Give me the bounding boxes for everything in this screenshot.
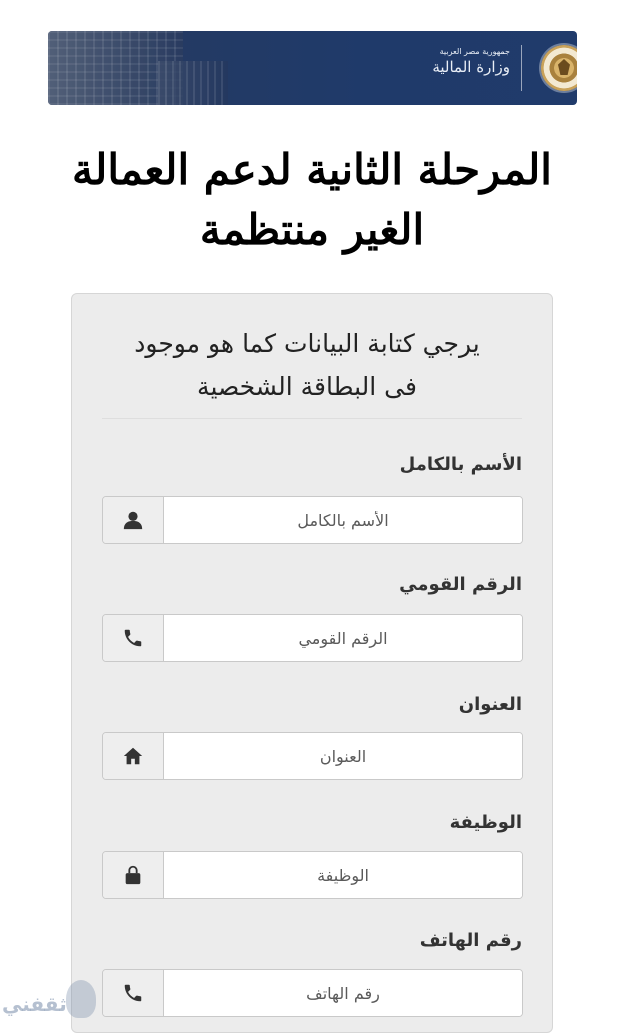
- job-label: الوظيفة: [449, 812, 522, 833]
- full-name-addon: [103, 497, 164, 543]
- full-name-label: الأسم بالكامل: [399, 454, 522, 475]
- full-name-input[interactable]: [164, 497, 522, 543]
- user-icon: [122, 509, 144, 531]
- form-divider: [102, 418, 522, 419]
- address-field: [102, 732, 523, 780]
- form-card: [71, 293, 553, 1033]
- national-id-field: [102, 614, 523, 662]
- ministry-wordmark: [420, 47, 510, 77]
- phone-number-label: رقم الهاتف: [419, 930, 522, 951]
- address-addon: [103, 733, 164, 779]
- form-title-line-2: فى البطاقة الشخصية: [197, 372, 417, 401]
- lock-icon: [122, 864, 144, 886]
- ministry-country: جمهورية مصر العربية: [439, 47, 510, 56]
- national-id-label: الرقم القومي: [399, 574, 522, 595]
- header-banner: [48, 31, 577, 105]
- home-icon: [122, 745, 144, 767]
- address-input[interactable]: [164, 733, 522, 779]
- phone-icon: [122, 982, 144, 1004]
- building-image-overlay: [158, 61, 228, 105]
- page-title: [40, 140, 584, 260]
- form-title-line-1: يرجي كتابة البيانات كما هو موجود: [134, 329, 480, 358]
- national-id-input[interactable]: [164, 615, 522, 661]
- job-input[interactable]: [164, 852, 522, 898]
- ministry-name: وزارة المالية: [432, 58, 510, 76]
- form-title: [92, 322, 522, 408]
- job-addon: [103, 852, 164, 898]
- lightbulb-icon: [66, 980, 96, 1018]
- national-id-addon: [103, 615, 164, 661]
- phone-number-addon: [103, 970, 164, 1016]
- page-title-line-1: المرحلة الثانية لدعم العمالة: [72, 145, 552, 194]
- phone-number-field: [102, 969, 523, 1017]
- address-label: العنوان: [458, 694, 522, 715]
- job-field: [102, 851, 523, 899]
- full-name-field: [102, 496, 523, 544]
- header-divider: [521, 45, 522, 91]
- phone-icon: [122, 627, 144, 649]
- page-title-line-2: الغير منتظمة: [199, 205, 425, 254]
- watermark-logo: [2, 976, 98, 1024]
- phone-number-input[interactable]: [164, 970, 522, 1016]
- ministry-seal-logo: [541, 45, 577, 91]
- watermark-text: ثقفني: [2, 992, 67, 1016]
